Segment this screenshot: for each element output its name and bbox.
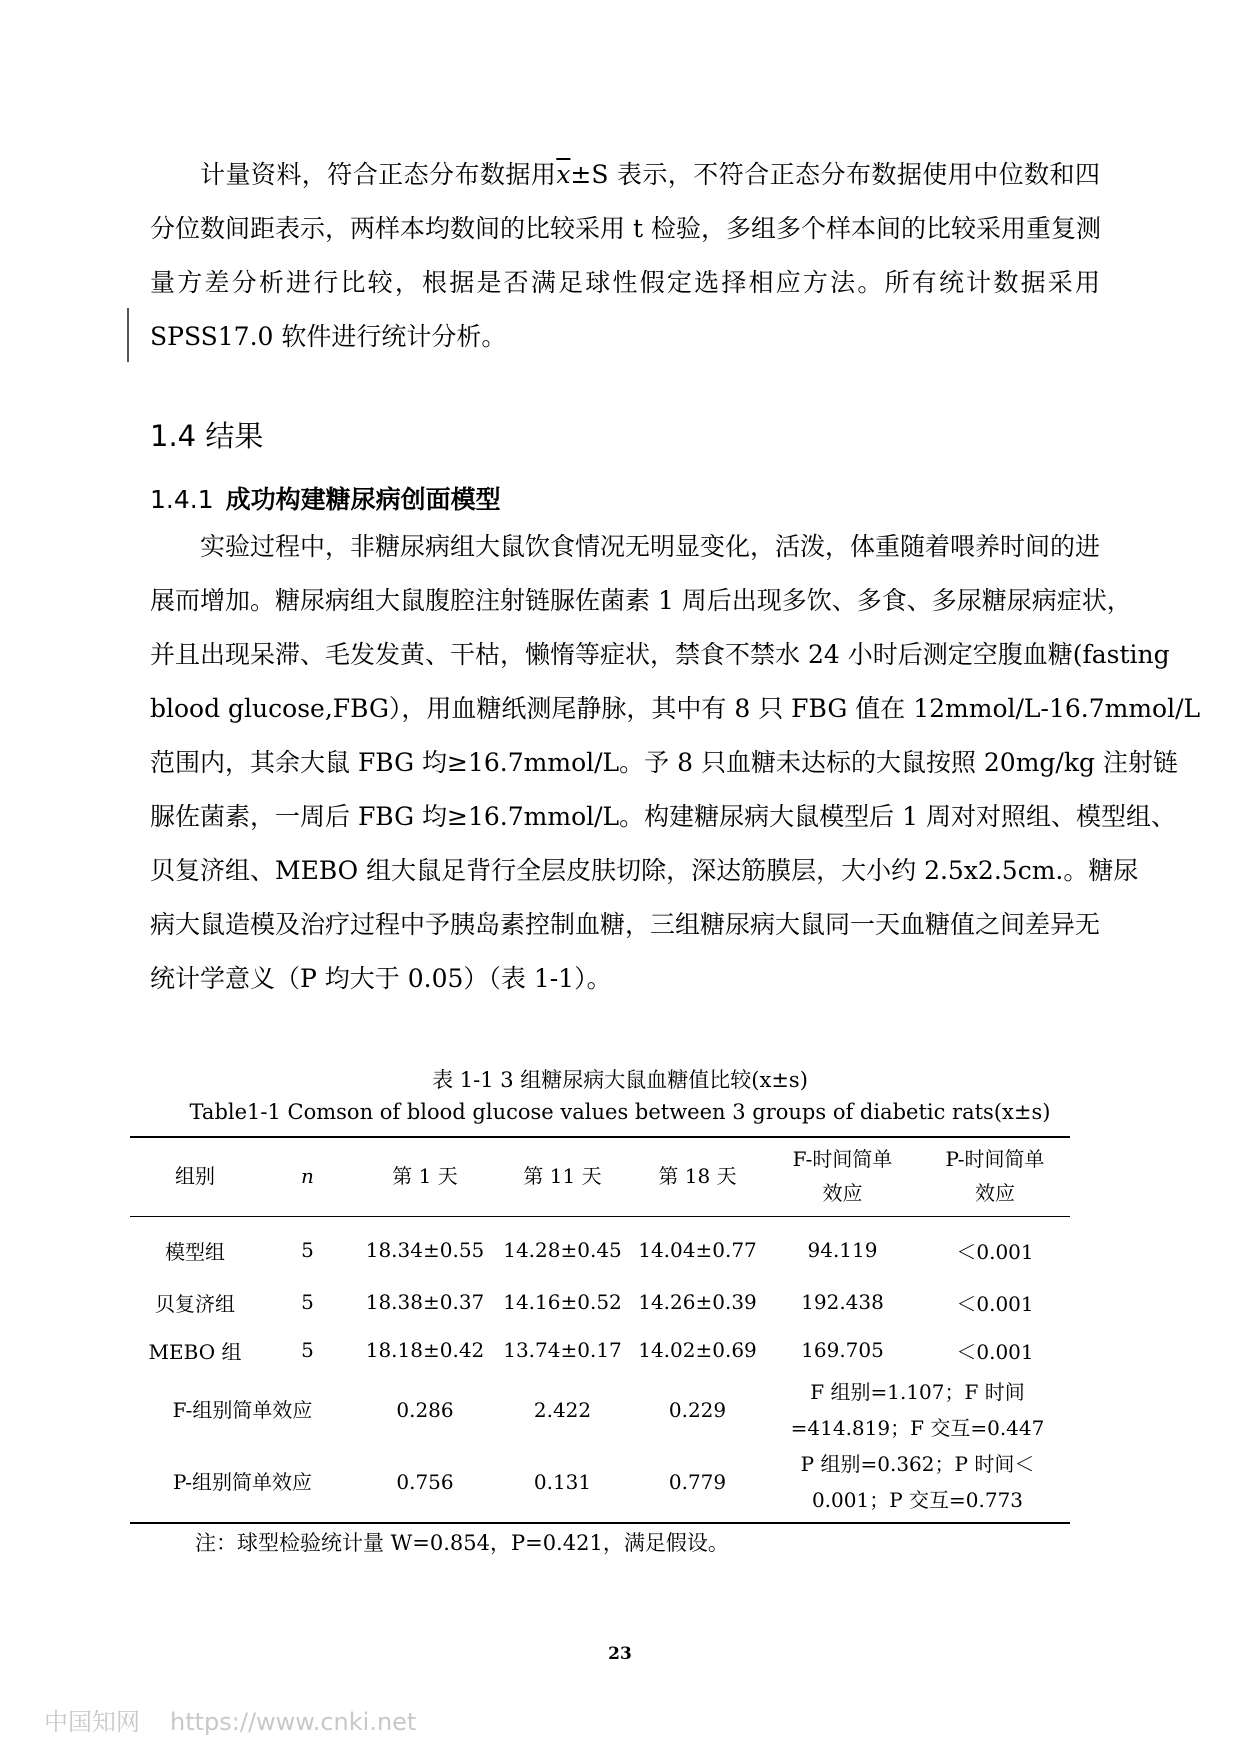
cell-n: 5: [301, 1338, 314, 1362]
header-day1: 第 1 天: [392, 1164, 458, 1188]
header-day11: 第 11 天: [523, 1164, 602, 1188]
cell-day18: 0.779: [668, 1470, 727, 1494]
cell-day18: 0.229: [668, 1398, 727, 1422]
subsection-text: 成功构建糖尿病创面模型: [225, 485, 501, 514]
header-f-time: F-时间简单 效应: [792, 1147, 893, 1205]
results-paragraph: [150, 520, 1201, 1006]
cell-day11: 0.131: [533, 1470, 592, 1494]
table-row: [130, 1278, 1070, 1326]
cell-f-summary: F 组别=1.107；F 时间 =414.819；F 交互=0.447: [790, 1380, 1045, 1440]
cell-day11: 13.74±0.17: [503, 1338, 622, 1362]
cell-n: 5: [301, 1290, 314, 1314]
cell-group: MEBO 组: [148, 1339, 242, 1364]
results-line: 贝复济组、MEBO 组大鼠足背行全层皮肤切除，深达筋膜层，大小约 2.5x2.5cm.。糖尿: [150, 856, 1139, 885]
cell-day1: 18.34±0.55: [365, 1238, 485, 1262]
cell-p-time: ＜0.001: [956, 1239, 1034, 1264]
cell-day11: 14.28±0.45: [503, 1238, 622, 1262]
stats-line-1: 计量资料，符合正态分布数据用$\overline{x}\pm S$ 表示，不符合正态分布数据使用中位数和四: [200, 160, 1100, 189]
results-line: 展而增加。糖尿病组大鼠腹腔注射链脲佐菌素 1 周后出现多饮、多食、多尿糖尿病症状，: [150, 586, 1132, 615]
cell-day1: 0.286: [396, 1398, 454, 1422]
stats-line-4: SPSS17.0 软件进行统计分析。: [150, 322, 507, 351]
table-row-f-group: [130, 1374, 1070, 1446]
cell-f-group-label: F-组别简单效应: [172, 1398, 313, 1422]
table-caption-cn: 表 1-1 3 组糖尿病大鼠血糖值比较(x±s): [432, 1068, 808, 1092]
cell-f-time: 192.438: [801, 1290, 884, 1314]
cell-day11: 2.422: [533, 1398, 592, 1422]
results-line: 统计学意义（P 均大于 0.05）（表 1-1）。: [150, 964, 612, 993]
results-line: blood glucose,FBG），用血糖纸测尾静脉，其中有 8 只 FBG 值在 12mmol/L-16.7mmol/L: [150, 694, 1201, 723]
cell-p-time: ＜0.001: [956, 1291, 1034, 1316]
watermark-brand: 中国知网: [44, 1708, 140, 1736]
subsection-number: 1.4.1: [150, 485, 214, 514]
table-row-p-group: [130, 1446, 1070, 1518]
cell-f-time: 169.705: [801, 1338, 884, 1362]
cell-day18: 14.02±0.69: [638, 1338, 757, 1362]
cnki-watermark: [44, 1702, 446, 1737]
cell-day1: 0.756: [396, 1470, 454, 1494]
table-header-row: [130, 1136, 1070, 1216]
cell-day1: 18.38±0.37: [365, 1290, 485, 1314]
stats-line-2: 分位数间距表示，两样本均数间的比较采用 t 检验，多组多个样本间的比较采用重复测: [150, 214, 1101, 243]
cell-f-time: 94.119: [807, 1238, 878, 1262]
results-line: 实验过程中，非糖尿病组大鼠饮食情况无明显变化，活泼，体重随着喂养时间的进: [200, 532, 1101, 561]
section-title: 1.4 结果: [150, 419, 264, 453]
table-row: [130, 1216, 1070, 1278]
table-footnote: 注：球型检验统计量 W=0.854，P=0.421，满足假设。: [195, 1531, 729, 1555]
header-p-time: P-时间简单 效应: [945, 1147, 1045, 1205]
results-line: 病大鼠造模及治疗过程中予胰岛素控制血糖，三组糖尿病大鼠同一天血糖值之间差异无: [150, 910, 1101, 939]
stats-line-3: 量方差分析进行比较，根据是否满足球性假定选择相应方法。所有统计数据采用: [150, 268, 1100, 297]
cell-group: 贝复济组: [155, 1291, 235, 1316]
table-row: [130, 1326, 1070, 1374]
header-group: 组别: [175, 1164, 215, 1188]
cell-day1: 18.18±0.42: [365, 1338, 485, 1362]
cell-p-group-label: P-组别简单效应: [172, 1470, 313, 1494]
page-number: 23: [608, 1644, 632, 1664]
results-line: 脲佐菌素，一周后 FBG 均≥16.7mmol/L。构建糖尿病大鼠模型后 1 周对对照组、模型组、: [150, 802, 1176, 831]
stats-paragraph: [150, 148, 1100, 364]
table-caption-en: Table1-1 Comson of blood glucose values between 3 groups of diabetic rats(x±s): [189, 1100, 1051, 1124]
subsection-title: [150, 480, 501, 516]
results-line: 范围内，其余大鼠 FBG 均≥16.7mmol/L。予 8 只血糖未达标的大鼠按照 20mg/kg 注射链: [150, 748, 1178, 777]
blood-glucose-table: [130, 1136, 1070, 1518]
cell-p-summary: P 组别=0.362；P 时间＜ 0.001；P 交互=0.773: [800, 1452, 1035, 1512]
revision-bar: [127, 308, 129, 362]
cell-group: 模型组: [165, 1239, 225, 1264]
header-n: n: [301, 1164, 314, 1188]
cell-p-time: ＜0.001: [956, 1339, 1034, 1364]
cell-day11: 14.16±0.52: [503, 1290, 622, 1314]
header-day18: 第 18 天: [658, 1164, 737, 1188]
cell-day18: 14.26±0.39: [638, 1290, 757, 1314]
results-line: 并且出现呆滞、毛发发黄、干枯，懒惰等症状，禁食不禁水 24 小时后测定空腹血糖(fasting: [150, 640, 1170, 669]
mean-symbol: $\overline{x}$: [556, 160, 571, 189]
cell-n: 5: [301, 1238, 314, 1262]
watermark-url: https://www.cnki.net: [170, 1708, 417, 1736]
cell-day18: 14.04±0.77: [638, 1238, 757, 1262]
table-bottom-rule: [130, 1522, 1070, 1524]
